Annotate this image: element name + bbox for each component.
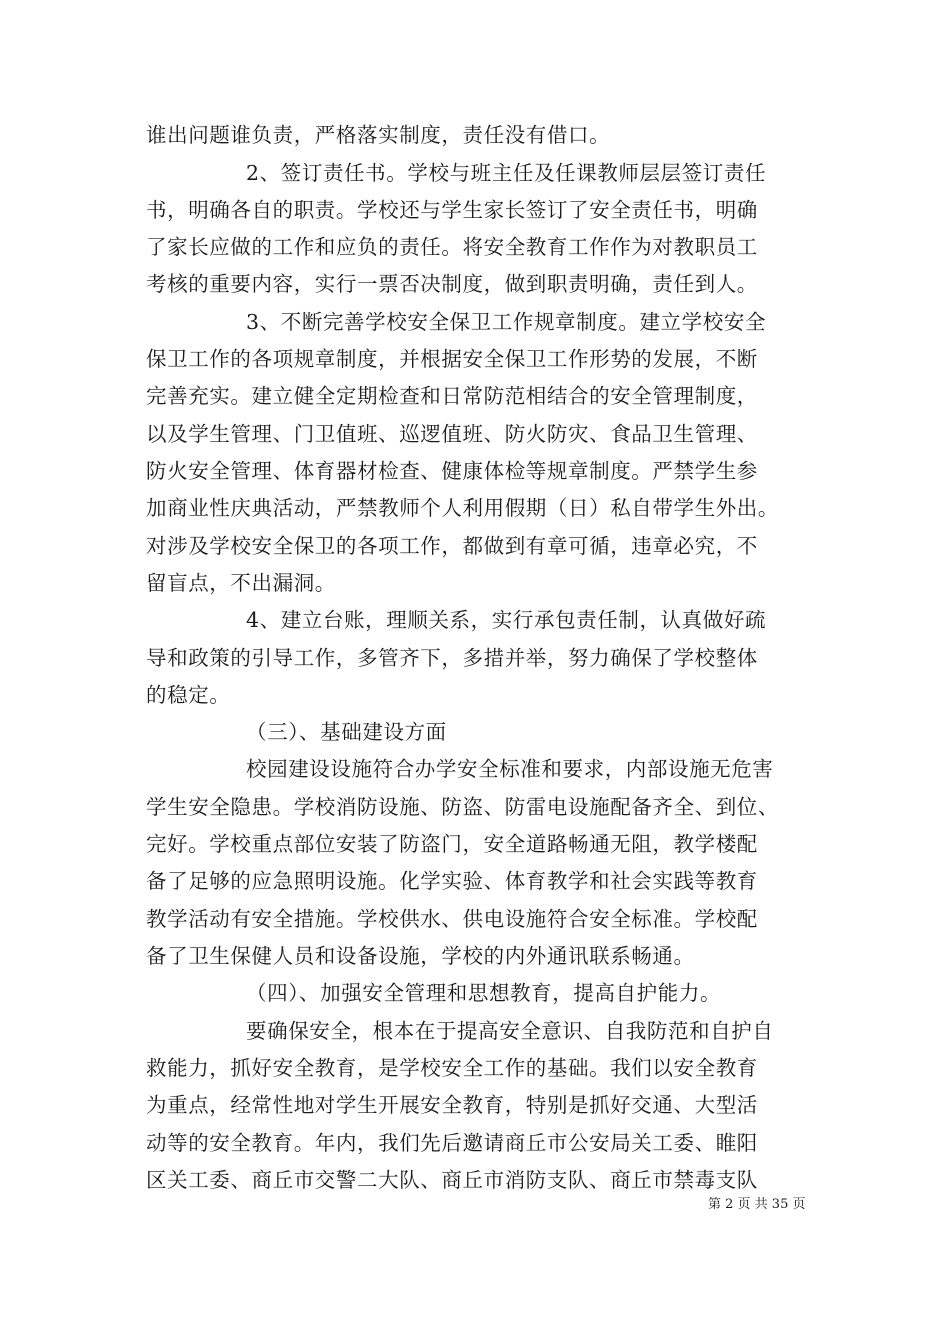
- text-line-content: 防火安全管理、体育器材检查、健康体检等规章制度。严禁学生参: [146, 459, 758, 483]
- text-line-content: 了家长应做的工作和应负的责任。将安全教育工作作为对教职员工: [146, 235, 758, 259]
- section-heading-text: （三）、基础建设方面: [246, 720, 447, 744]
- text-line-content: 对涉及学校安全保卫的各项工作，都做到有章可循，违章必究，不: [146, 534, 758, 558]
- text-line-content: 的稳定。: [146, 683, 231, 707]
- text-line-content: 考核的重要内容，实行一票否决制度，做到职责明确，责任到人。: [146, 272, 758, 296]
- text-line-content: 谁出问题谁负责，严格落实制度，责任没有借口。: [146, 123, 611, 147]
- text-line-content: 保卫工作的各项规章制度，并根据安全保卫工作形势的发展，不断: [146, 347, 758, 371]
- text-line-content: 完好。学校重点部位安装了防盗门，安全道路畅通无阻，教学楼配: [146, 832, 758, 856]
- text-line-content: 校园建设设施符合办学安全标准和要求，内部设施无危害: [246, 757, 774, 781]
- text-line-content: 以及学生管理、门卫值班、巡逻值班、防火防灾、食品卫生管理、: [146, 422, 758, 446]
- text-line-content: 要确保安全，根本在于提高安全意识、自我防范和自护自: [246, 1019, 774, 1043]
- text-line-content: 动等的安全教育。年内，我们先后邀请商丘市公安局关工委、睢阳: [146, 1131, 758, 1155]
- text-line-content: 完善充实。建立健全定期检查和日常防范相结合的安全管理制度，: [146, 384, 758, 408]
- text-line-content: 导和政策的引导工作，多管齐下，多措并举，努力确保了学校整体: [146, 646, 758, 670]
- text-line-content: 教学活动有安全措施。学校供水、供电设施符合安全标准。学校配: [146, 907, 758, 931]
- text-line-content: 书，明确各自的职责。学校还与学生家长签订了安全责任书，明确: [146, 198, 758, 222]
- text-line-content: 备了卫生保健人员和设备设施，学校的内外通讯联系畅通。: [146, 944, 695, 968]
- text-line-content: 留盲点，不出漏洞。: [146, 571, 336, 595]
- section-heading-text: （四）、加强安全管理和思想教育，提高自护能力。: [246, 981, 722, 1005]
- text-line-content: 为重点，经常性地对学生开展安全教育，特别是抓好交通、大型活: [146, 1093, 758, 1117]
- page-number: 第 2 页 共 35 页: [708, 1197, 806, 1212]
- text-line-content: 救能力，抓好安全教育，是学校安全工作的基础。我们以安全教育: [146, 1056, 758, 1080]
- text-line-content: 2、签订责任书。学校与班主任及任课教师层层签订责任: [246, 161, 767, 185]
- text-line-content: 加商业性庆典活动，严禁教师个人利用假期（日）私自带学生外出。: [146, 496, 779, 520]
- text-line-content: 区关工委、商丘市交警二大队、商丘市消防支队、商丘市禁毒支队: [146, 1168, 758, 1192]
- text-line-content: 4、建立台账，理顺关系，实行承包责任制，认真做好疏: [246, 608, 767, 632]
- text-line-content: 备了足够的应急照明设施。化学实验、体育教学和社会实践等教育: [146, 869, 758, 893]
- text-line-content: 学生安全隐患。学校消防设施、防盗、防雷电设施配备齐全、到位、: [146, 795, 779, 819]
- text-line-content: 3、不断完善学校安全保卫工作规章制度。建立学校安全: [246, 310, 767, 334]
